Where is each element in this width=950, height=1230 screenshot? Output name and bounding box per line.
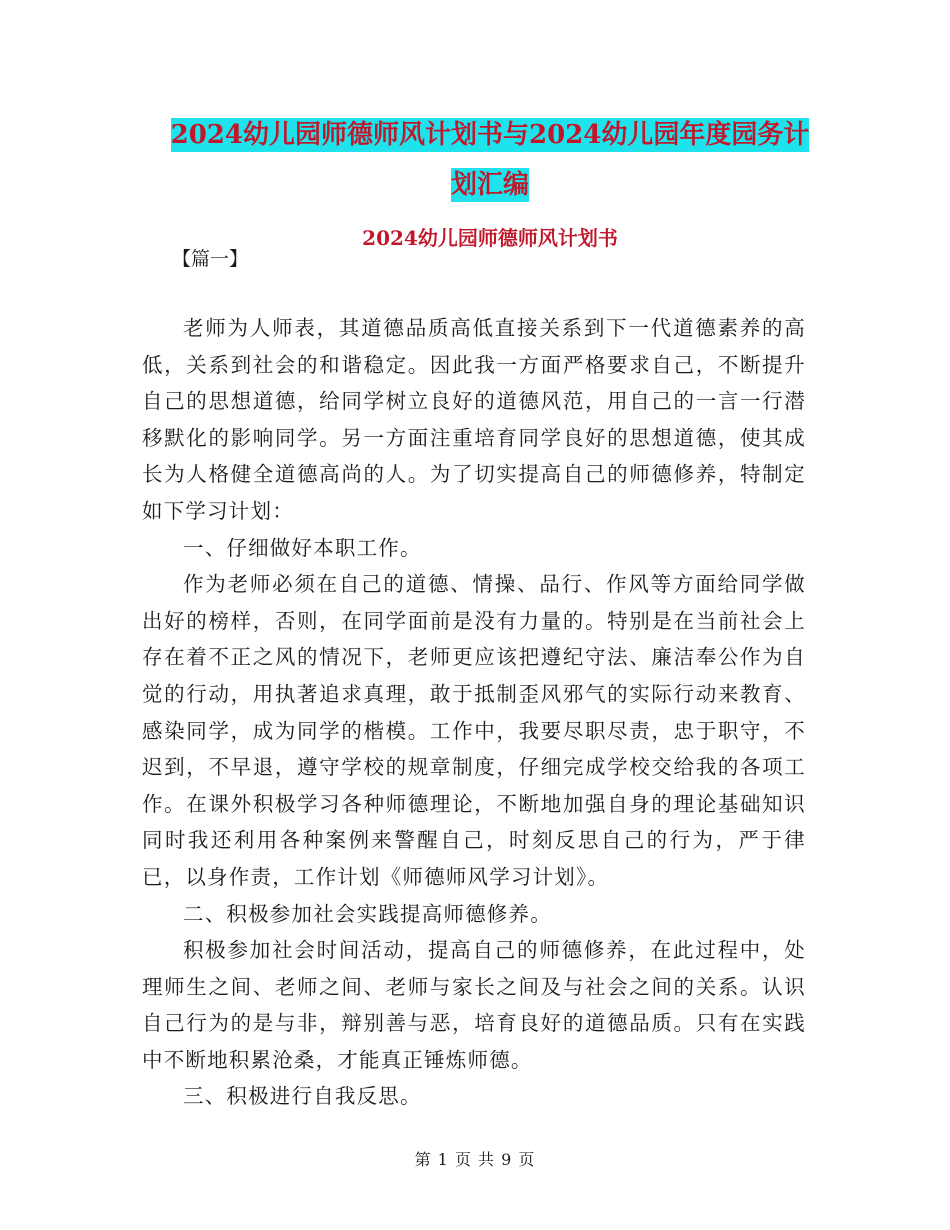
heading-two: 二、积极参加社会实践提高师德修养。 (183, 901, 552, 926)
paragraph-one: 作为老师必须在自己的道德、情操、品行、作风等方面给同学做出好的榜样，否则，在同学面前是没有力量的。特别是在当前社会上存在着不正之风的情况下，老师更应该把遵纪守法、廉洁奉公作为自觉的行动，用执著追求真理，敢于抵制歪风邪气的实际行动来教育、感染同学，成为同学的楷模。工作中，我要尽职尽责，忠于职守，不迟到，不早退，遵守学校的规章制度，仔细完成学校交给我的各项工作。在课外积极学习各种师德理论，不断地加强自身的理论基础知识同时我还利用各种案例来警醒自己，时刻反思自己的行为，严于律已，以身作责，工作计划《师德师风学习计划》。 (142, 572, 806, 889)
document-title-line2: 划汇编 (450, 170, 529, 200)
document-body (142, 310, 806, 1115)
page-footer: 第 1 页 共 9 页 (414, 1150, 536, 1169)
document-title (140, 110, 840, 210)
heading-three: 三、积极进行自我反思。 (183, 1084, 422, 1109)
document-title-line1: 2024幼儿园师德师风计划书与2024幼儿园年度园务计 (170, 120, 810, 150)
heading-one: 一、仔细做好本职工作。 (183, 535, 422, 560)
paragraph-intro: 老师为人师表，其道德品质高低直接关系到下一代道德素养的高低，关系到社会的和谐稳定。因此我一方面严格要求自己，不断提升自己的思想道德，给同学树立良好的道德风范，用自己的一言一行潜移默化的影响同学。另一方面注重培育同学良好的思想道德，使其成长为人格健全道德高尚的人。为了切实提高自己的师德修养，特制定如下学习计划： (142, 316, 806, 523)
section-title: 2024幼儿园师德师风计划书 (362, 226, 618, 250)
paragraph-two: 积极参加社会时间活动，提高自己的师德修养，在此过程中，处理师生之间、老师之间、老师与家长之间及与社会之间的关系。认识自己行为的是与非，辩别善与恶，培育良好的道德品质。只有在实践中不断地积累沧桑，才能真正锤炼师德。 (142, 938, 806, 1072)
part-label: 【篇一】 (172, 248, 249, 270)
